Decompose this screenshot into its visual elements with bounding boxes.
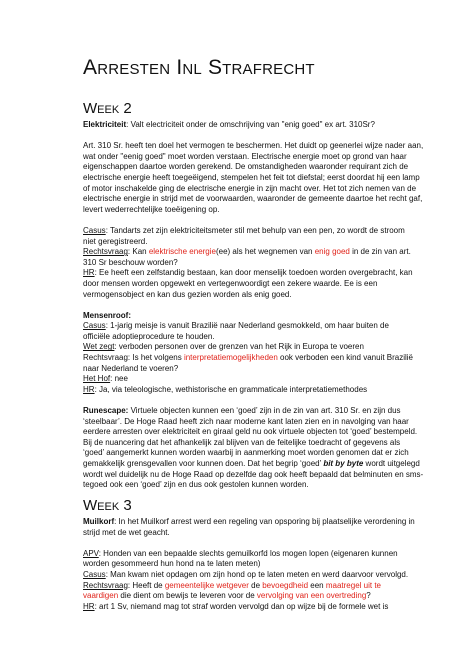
document-title: Arresten Inl Strafrecht (83, 56, 315, 79)
muilkorf-label: Muilkorf (83, 517, 115, 526)
week-2-content (83, 120, 435, 501)
highlight-term: gemeentelijke wetgever (164, 580, 249, 590)
highlight-term: interpretatiemogelijkheden (183, 353, 278, 363)
elektriciteit-question: Elektriciteit: Valt electriciteit onder de omschrijving van "enig goed" ex art. 310Sr? (83, 120, 375, 129)
highlight-term: enig goed (314, 247, 350, 257)
highlight-term: elektrische energie (148, 247, 216, 257)
hr-label: HR (83, 268, 95, 278)
elektriciteit-paragraph: Art. 310 Sr. heeft ten doel het vermogen te beschermen. Het duidt op geenerlei wijze nader aan, wat onder "eenig goed" moet worden verstaan. Electrische energie moet op grond van haar eigenschappen daartoe worden gerekend. De omstandigheden waaronder requirant zich de electrische energie heeft toegeëigend, stempelen het feit tot diefstal; eerst doordat hij een lamp of motor inschakelde ging de electrische energie in zijn macht over. Het tot zich nemen van de electrische energie in strijd met de voorwaarden, waaronder de gemeente daartoe het recht gaf, levert wederrechtelijke toeëigening op. (83, 141, 424, 214)
muilkorf-case: APV: Honden van een bepaalde slechts gemuilkorfd los mogen lopen (eigenaren kunnen worden gesommeerd hun hond na te laten meten) Casus: Man kwam niet opdagen om zijn hond op te laten meten en werd daarvoor vervolgd. Rechtsvraag: Heeft de gemeentelijke wetgever de bevoegdheid een maatregel uit te vaardigen die dient om bewijs te leveren voor de vervolging van een overtreding? HR: art 1 Sv, niemand mag tot straf worden vervolgd dan op wijze bij de formele wet is (83, 548, 409, 611)
elektriciteit-case: Casus: Tandarts zet zijn elektriciteitsmeter stil met behulp van een pen, zo wordt de stroom niet geregistreerd. Rechtsvraag: Kan elektrische energie(ee) als het wegnemen van enig goed in de zin van art. 310 Sr beschouw worden? HR: Ee heeft een zelfstandig bestaan, kan door menselijk toedoen worden overgebracht, kan door mensen worden opgewekt en vertegenwoordigt een zekere waarde. Ee is een vermogensobject en kan dus gezien worden als enig goed. (83, 225, 413, 299)
muilkorf-intro: Muilkorf: In het Muilkorf arrest werd een regeling van opsporing bij plaatselijke verordening in strijd met de wet geacht. (83, 517, 415, 537)
runescape-section: Runescape: Virtuele objecten kunnen een ‘goed’ zijn in de zin van art. 310 Sr. en zijn dus ‘steelbaar’. De Hoge Raad heeft zich naar moderne kant laten zien en in navolging van haar eerdere arresten over elektriciteit en giraal geld nu ook virtuele objecten tot ‘goed’ bestempeld. Bij de nuancering dat het afhankelijk zal blijven van de feitelijke toedracht of gegevens als ‘goed’ aangemerkt kunnen worden waarbij in aanmerking moet worden genomen dat er zich gemakkelijk grensgevallen voor kunnen doen. Dat het begrip ‘goed’ bit by byte wordt uitgelegd wordt wel duidelijk nu de Hoge Raad op dezelfde dag ook heeft bepaald dat belminuten en sms- tegoed ook een ‘goed’ zijn en dus ook gestolen kunnen worden. (83, 406, 424, 490)
mensenroof-label: Mensenroof: (83, 310, 131, 320)
elektriciteit-label: Elektriciteit (83, 120, 127, 129)
highlight-term: maatregel uit te (325, 580, 381, 590)
week-2-heading: Week 2 (83, 100, 132, 117)
rechtsvraag-label: Rechtsvraag (83, 247, 128, 257)
highlight-term: vaardigen (83, 591, 119, 601)
mensenroof-section: Mensenroof: Casus: 1-jarig meisje is vanuit Brazilië naar Nederland gesmokkeld, om haar buiten de officiële adoptieprocedure te houden. Wet zegt: verboden personen over de grenzen van het Rijk in Europa te voeren Rechtsvraag: Is het volgens interpretatiemogelijkheden ook verboden een kind vanuit Brazilië naar Nederland te voeren? Het Hof: nee HR: Ja, via teleologische, wethistorische en grammaticale interpretatiemethodes (83, 311, 435, 396)
casus-label: Casus (83, 225, 106, 235)
week-3-heading: Week 3 (83, 497, 132, 514)
runescape-label: Runescape: (83, 406, 129, 416)
highlight-term: bevoegdheid (262, 580, 309, 590)
week-3-content (83, 517, 435, 623)
highlight-term: vervolging van een overtreding (256, 591, 367, 601)
